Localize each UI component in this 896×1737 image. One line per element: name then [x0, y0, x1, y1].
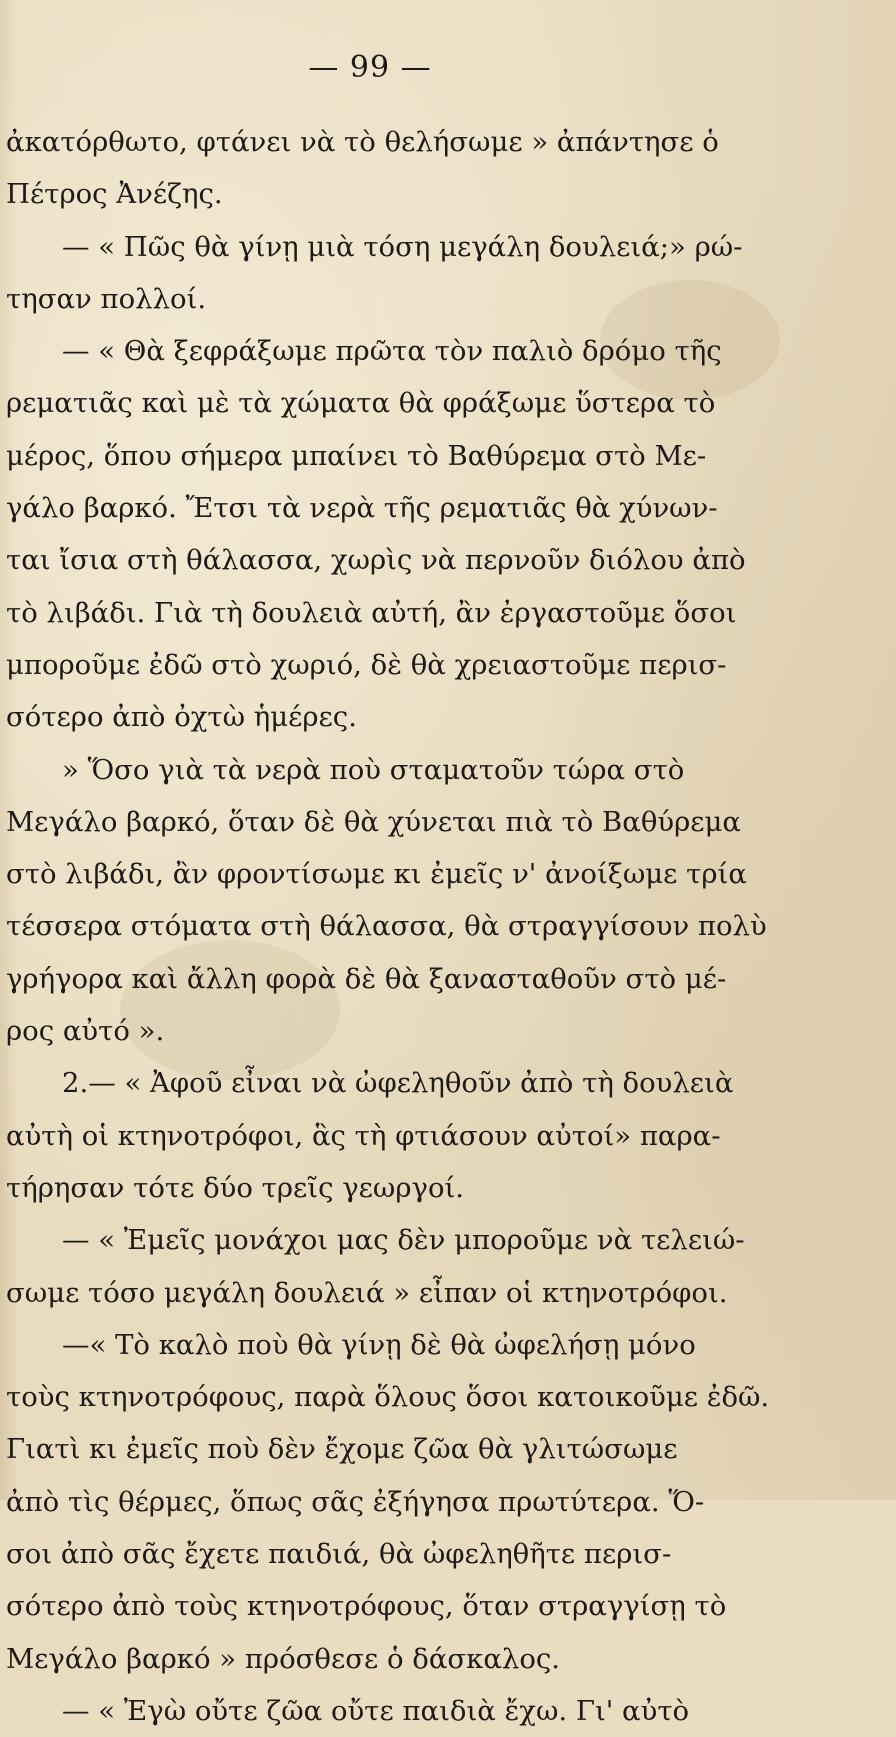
- text-line: — « Ἐγὼ οὔτε ζῶα οὔτε παιδιὰ ἔχω. Γι' αὐτὸ: [62, 1694, 690, 1727]
- text-line: ἀκατόρθωτο, φτάνει νὰ τὸ θελήσωμε » ἀπάντησε ὁ: [6, 126, 719, 158]
- text-line: σοι ἀπὸ σᾶς ἔχετε παιδιά, θὰ ὠφεληθῆτε περισ-: [6, 1538, 672, 1571]
- text-line: — « Ἐμεῖς μονάχοι μας δὲν μποροῦμε νὰ τελειώ-: [62, 1224, 745, 1257]
- text-line: ἀπὸ τὶς θέρμες, ὅπως σᾶς ἐξήγησα πρωτύτερα. Ὅ-: [6, 1485, 705, 1518]
- body-text: [6, 116, 776, 1737]
- text-line: γρήγορα καὶ ἄλλη φορὰ δὲ θὰ ξανασταθοῦν στὸ μέ-: [6, 962, 727, 995]
- text-line: σότερο ἀπὸ ὀχτὼ ἡμέρες.: [6, 701, 357, 734]
- text-line: μέρος, ὅπου σήμερα μπαίνει τὸ Βαθύρεμα στὸ Με-: [6, 439, 707, 472]
- page-number: — 99 —: [308, 50, 432, 85]
- text-line: γάλο βαρκό. Ἔτσι τὰ νερὰ τῆς ρεματιᾶς θὰ χύνων-: [6, 492, 718, 525]
- text-line: — « Πῶς θὰ γίνῃ μιὰ τόση μεγάλη δουλειά;» ρώ-: [62, 230, 743, 263]
- text-line: τοὺς κτηνοτρόφους, παρὰ ὅλους ὅσοι κατοικοῦμε ἐδῶ.: [6, 1381, 770, 1414]
- text-line: στὸ λιβάδι, ἂν φροντίσωμε κι ἐμεῖς ν' ἀνοίξωμε τρία: [6, 858, 747, 891]
- text-line: ρος αὐτό ».: [6, 1015, 165, 1048]
- text-line: ται ἴσια στὴ θάλασσα, χωρὶς νὰ περνοῦν διόλου ἀπὸ: [6, 544, 746, 577]
- text-line: ρεματιᾶς καὶ μὲ τὰ χώματα θὰ φράξωμε ὕστερα τὸ: [6, 387, 716, 420]
- text-line: τησαν πολλοί.: [6, 282, 207, 315]
- text-line: μποροῦμε ἐδῶ στὸ χωριό, δὲ θὰ χρειαστοῦμε περισ-: [6, 648, 727, 681]
- text-line: σότερο ἀπὸ τοὺς κτηνοτρόφους, ὅταν στραγγίσῃ τὸ: [6, 1590, 727, 1623]
- text-line: 2.— « Ἀφοῦ εἶναι νὰ ὠφεληθοῦν ἀπὸ τὴ δουλειὰ: [62, 1067, 734, 1100]
- text-line: αὐτὴ οἱ κτηνοτρόφοι, ἃς τὴ φτιάσουν αὐτοί» παρα-: [6, 1119, 721, 1152]
- text-line: τέσσερα στόματα στὴ θάλασσα, θὰ στραγγίσουν πολὺ: [6, 910, 767, 943]
- text-line: σωμε τόσο μεγάλη δουλειά » εἶπαν οἱ κτηνοτρόφοι.: [6, 1276, 728, 1309]
- text-line: τὸ λιβάδι. Γιὰ τὴ δουλειὰ αὐτή, ἂν ἐργαστοῦμε ὅσοι: [6, 596, 737, 629]
- text-line: Πέτρος Ἀνέζης.: [6, 178, 223, 211]
- text-line: Γιατὶ κι ἐμεῖς ποὺ δὲν ἔχομε ζῶα θὰ γλιτώσωμε: [6, 1433, 678, 1466]
- text-line: — « Θὰ ξεφράξωμε πρῶτα τὸν παλιὸ δρόμο τῆς: [62, 335, 722, 368]
- text-line: —« Τὸ καλὸ ποὺ θὰ γίνῃ δὲ θὰ ὠφελήσῃ μόνο: [62, 1328, 696, 1361]
- text-line: τήρησαν τότε δύο τρεῖς γεωργοί.: [6, 1171, 465, 1204]
- text-line: Μεγάλο βαρκό, ὅταν δὲ θὰ χύνεται πιὰ τὸ Βαθύρεμα: [6, 805, 741, 838]
- text-line: » Ὅσο γιὰ τὰ νερὰ ποὺ σταματοῦν τώρα στὸ: [62, 753, 685, 786]
- text-line: Μεγάλο βαρκό » πρόσθεσε ὁ δάσκαλος.: [6, 1642, 561, 1675]
